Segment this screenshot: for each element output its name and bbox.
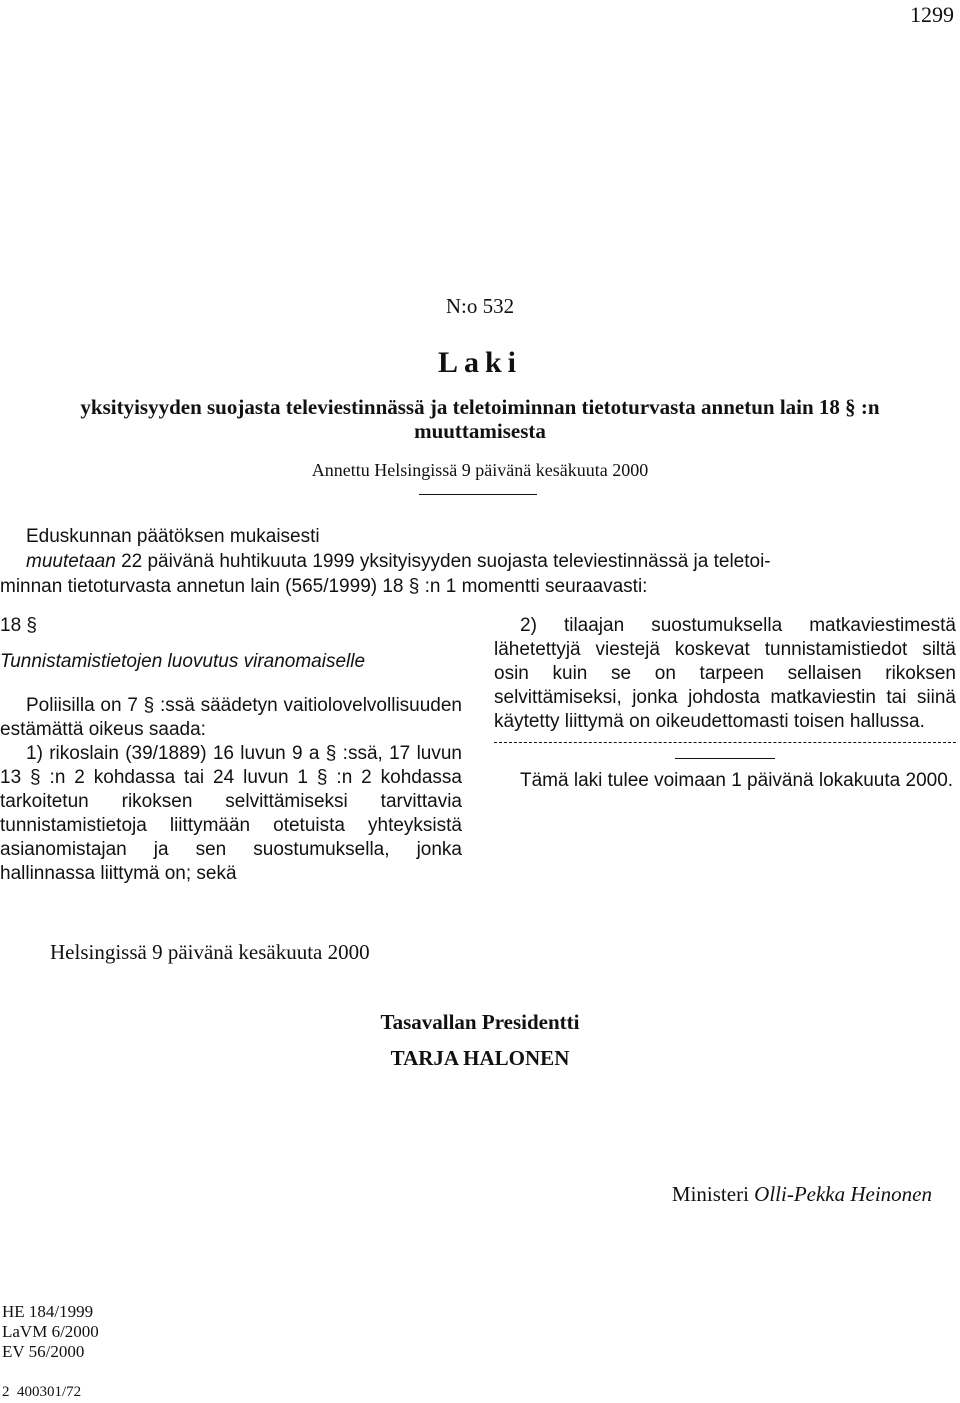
section-item-2: 2) tilaajan suostumuksella matkaviestimestä lähetettyjä viestejä koskevat tunnistamistiedot siltä osin kuin se on tarpeen sellaisen rikoksen selvittämiseksi, jonka johdosta matkaviestin tai siinä käytetty liittymä on oikeudettomasti toisen hallussa.	[494, 615, 956, 732]
intro-line-3: minnan tietoturvasta annetun lain (565/1999) 18 § :n 1 momentti seuraavasti:	[0, 576, 648, 597]
given-date: Annettu Helsingissä 9 päivänä kesäkuuta 2000	[311, 460, 649, 480]
reference-item: EV 56/2000	[2, 1342, 85, 1361]
legislative-references	[2, 1302, 99, 1362]
reference-item: LaVM 6/2000	[2, 1322, 99, 1341]
document-id: 2 400301/72	[2, 1384, 82, 1400]
right-column	[494, 614, 956, 793]
section-item-1: 1) rikoslain (39/1889) 16 luvun 9 a § :ssä, 17 luvun 13 § :n 2 kohdassa tai 24 luvun 1 § :n 2 kohdassa tarkoitetun rikoksen selvittämiseksi tarvittavia tunnistamistietoja liittymään otetuista yhteyksistä asianomistajan ja sen suostumuksella, jonka hallinnassa liittymä on; sekä	[0, 743, 462, 884]
minister-signature	[672, 1182, 932, 1207]
section-number: 18 §	[0, 615, 37, 636]
section-heading: Tunnistamistietojen luovutus viranomaiselle	[0, 651, 366, 672]
section-divider	[675, 758, 775, 759]
minister-label: Ministeri	[671, 1182, 749, 1206]
page-number: 1299	[910, 2, 954, 27]
enactment-clause	[0, 524, 960, 599]
statute-number: N:o 532	[445, 294, 515, 318]
subtitle-line-1: yksityisyyden suojasta televiestinnässä ja teletoiminnan tietoturvasta annetun lain 18 § :n	[80, 395, 880, 419]
signer-title: Tasavallan Presidentti	[380, 1010, 580, 1034]
intro-line-2	[26, 549, 960, 574]
minister-name: Olli-Pekka Heinonen	[754, 1182, 932, 1206]
reference-item: HE 184/1999	[2, 1302, 94, 1321]
title-divider	[419, 494, 537, 495]
left-column	[0, 614, 462, 886]
intro-line-2-text: 22 päivänä huhtikuuta 1999 yksityisyyden suojasta televiestinnässä ja teletoi-	[115, 551, 771, 572]
signer-name: TARJA HALONEN	[390, 1046, 570, 1070]
law-title: Laki	[437, 346, 523, 379]
law-subtitle	[0, 395, 960, 443]
section-paragraph: Poliisilla on 7 § :ssä säädetyn vaitiolovelvollisuuden estämättä oikeus saada:	[0, 695, 462, 740]
subtitle-line-2: muuttamisesta	[414, 419, 546, 443]
omission-dashes	[494, 742, 956, 743]
intro-line-1: Eduskunnan päätöksen mukaisesti	[26, 526, 320, 547]
place-and-date: Helsingissä 9 päivänä kesäkuuta 2000	[50, 940, 370, 964]
entry-into-force: Tämä laki tulee voimaan 1 päivänä lokakuuta 2000.	[520, 770, 954, 791]
intro-amend-verb: muutetaan	[26, 551, 116, 572]
